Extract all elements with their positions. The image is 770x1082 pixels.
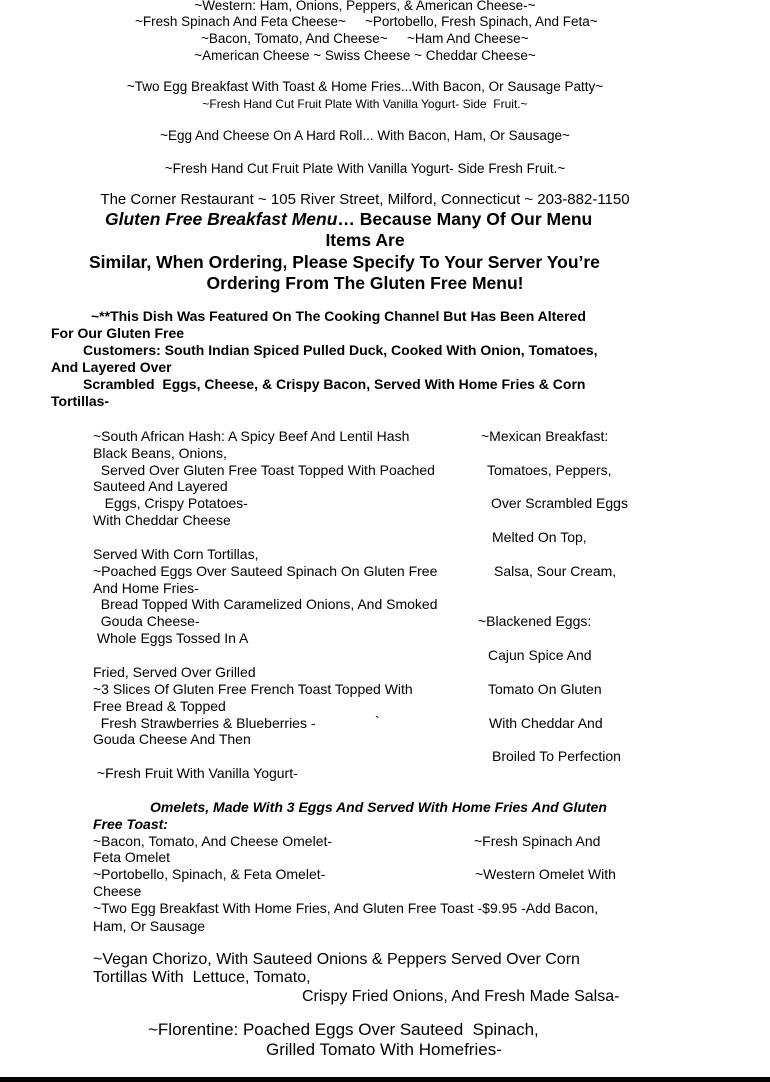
omelet-item: ~Portobello, Spinach, & Feta Omelet- [93,866,326,882]
menu-item-line: Melted On Top, [492,529,587,545]
special-line: Crispy Fried Onions, And Fresh Made Salsa- [302,988,620,1005]
menu-item-line: Tomato On Gluten [488,681,602,697]
menu-line: ~Western: Ham, Onions, Peppers, & American Cheese-~ [194,0,536,13]
featured-line: Tortillas- [51,393,110,409]
menu-item-line: Served Over Gluten Free Toast Topped With Poached [93,462,435,478]
menu-item-line: Broiled To Perfection [492,748,621,764]
special-line: ~Florentine: Poached Eggs Over Sauteed Spinach, [148,1020,539,1039]
page-title [105,209,592,230]
menu-line: ~Ham And Cheese~ [407,31,529,46]
menu-item-line: Tomatoes, Peppers, [487,462,612,478]
menu-line: ~Fresh Spinach And Feta Cheese~ [135,14,346,29]
menu-line: ~Fresh Hand Cut Fruit Plate With Vanilla Yogurt- Side Fruit.~ [202,97,528,111]
omelets-heading: Omelets, Made With 3 Eggs And Served With Home Fries And Gluten [150,799,607,815]
bottom-border [0,1077,770,1082]
menu-line: ~Egg And Cheese On A Hard Roll... With Bacon, Ham, Or Sausage~ [160,128,570,143]
menu-item-line: ~Poached Eggs Over Sauteed Spinach On Gluten Free [93,563,438,579]
special-line: Grilled Tomato With Homefries- [266,1040,502,1059]
menu-item-line: Served With Corn Tortillas, [93,546,259,562]
omelet-item: ~Bacon, Tomato, And Cheese Omelet- [93,833,333,849]
featured-line: Customers: South Indian Spiced Pulled Duck, Cooked With Onion, Tomatoes, [83,342,598,358]
menu-line: ~Fresh Hand Cut Fruit Plate With Vanilla Yogurt- Side Fresh Fruit.~ [164,161,566,176]
menu-item-line: ~Blackened Eggs: [478,613,592,629]
featured-line: ~**This Dish Was Featured On The Cooking Channel But Has Been Altered [91,308,586,324]
omelet-item: ~Two Egg Breakfast With Home Fries, And Gluten Free Toast -$9.95 -Add Bacon, [93,900,599,916]
featured-line: Scrambled Eggs, Cheese, & Crispy Bacon, Served With Home Fries & Corn [83,376,586,392]
menu-item-line: Gouda Cheese And Then [93,731,251,747]
featured-line: For Our Gluten Free [51,325,185,341]
menu-item-line: Salsa, Sour Cream, [494,563,617,579]
featured-line: And Layered Over [51,359,172,375]
menu-item-line: Fresh Strawberries & Blueberries - [93,715,316,731]
special-line: Tortillas With Lettuce, Tomato, [93,969,311,986]
omelet-item: ~Fresh Spinach And [474,833,601,849]
omelets-heading: Free Toast: [93,816,168,832]
menu-item-line: Over Scrambled Eggs [491,495,628,511]
menu-item-line: ~Fresh Fruit With Vanilla Yogurt- [93,765,298,781]
menu-item-line: Black Beans, Onions, [93,445,227,461]
special-line: ~Vegan Chorizo, With Sauteed Onions & Peppers Served Over Corn [93,951,580,968]
menu-item-line: ~Mexican Breakfast: [481,428,609,444]
menu-line: ~Two Egg Breakfast With Toast & Home Fries...With Bacon, Or Sausage Patty~ [126,79,604,94]
menu-item-line: Free Bread & Topped [93,698,226,714]
title-rest: … Because Many Of Our Menu [337,209,593,229]
menu-item-line: Whole Eggs Tossed In A [93,630,249,646]
title-line: Similar, When Ordering, Please Specify To Your Server You’re [89,252,600,272]
menu-item-line: ~3 Slices Of Gluten Free French Toast Topped With [93,681,413,697]
title-line: Items Are [325,230,405,250]
omelet-item: Feta Omelet [93,849,171,865]
menu-line: ~American Cheese ~ Swiss Cheese ~ Cheddar Cheese~ [194,48,536,63]
omelet-item: Ham, Or Sausage [93,918,206,934]
stray-mark: ` [375,713,380,729]
menu-item-line: Eggs, Crispy Potatoes- [93,495,248,511]
omelet-item: ~Western Omelet With [475,866,616,882]
menu-line: ~Bacon, Tomato, And Cheese~ [201,31,388,46]
restaurant-address: The Corner Restaurant ~ 105 River Street, Milford, Connecticut ~ 203-882-1150 [100,191,630,208]
menu-item-line: Fried, Served Over Grilled [93,664,256,680]
menu-item-line: Sauteed And Layered [93,478,228,494]
menu-item-line: ~South African Hash: A Spicy Beef And Lentil Hash [93,428,410,444]
menu-item-line: With Cheddar Cheese [93,512,231,528]
menu-item-line: Bread Topped With Caramelized Onions, And Smoked [93,596,438,612]
title-line: Ordering From The Gluten Free Menu! [206,273,524,293]
menu-item-line: Gouda Cheese- [93,613,200,629]
menu-item-line: Cajun Spice And [488,647,592,663]
menu-item-line: And Home Fries- [93,580,199,596]
menu-item-line: With Cheddar And [489,715,603,731]
menu-line: ~Portobello, Fresh Spinach, And Feta~ [365,14,598,29]
title-italic: Gluten Free Breakfast Menu [105,209,338,229]
omelet-item: Cheese [93,883,142,899]
